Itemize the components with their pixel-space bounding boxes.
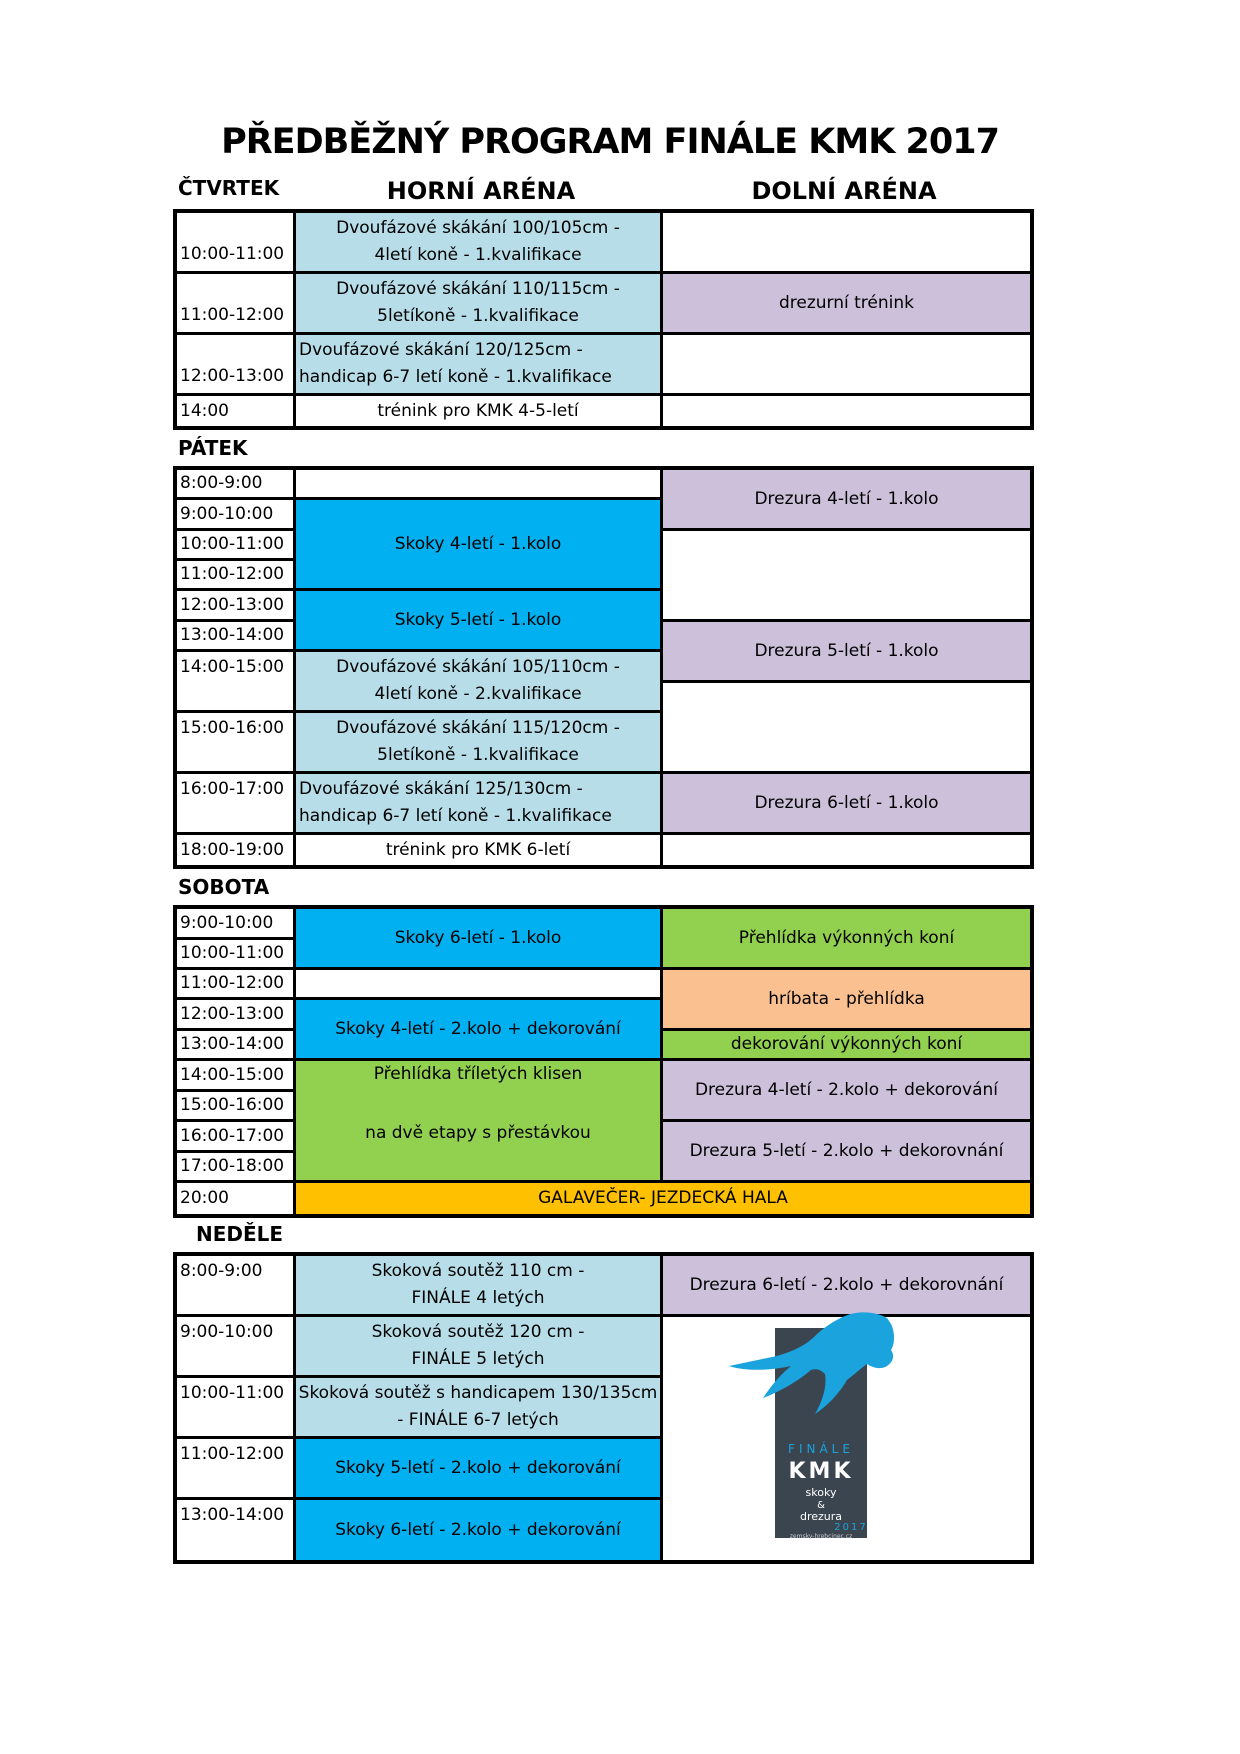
empty-cell	[663, 335, 1030, 396]
empty-cell	[663, 531, 1030, 622]
event-cell: Skoková soutěž 110 cm - FINÁLE 4 letých	[296, 1256, 663, 1317]
event-cell: Drezura 4-letí - 2.kolo + dekorování	[663, 1061, 1030, 1122]
time-cell: 10:00-11:00	[177, 213, 296, 274]
time-cell: 13:00-14:00	[177, 1500, 296, 1560]
event-cell: Skoky 5-letí - 2.kolo + dekorování	[296, 1439, 663, 1500]
empty-cell	[663, 213, 1030, 274]
finale-kmk-logo	[727, 1308, 902, 1543]
time-cell: 15:00-16:00	[177, 713, 296, 774]
time-cell: 16:00-17:00	[177, 1122, 296, 1153]
day-label-sunday: NEDĚLE	[196, 1222, 284, 1246]
event-cell: Skoky 4-letí - 1.kolo	[296, 500, 663, 591]
event-cell: drezurní trénink	[663, 274, 1030, 335]
event-cell: Skoky 4-letí - 2.kolo + dekorování	[296, 1000, 663, 1061]
event-cell: Skoky 6-letí - 2.kolo + dekorování	[296, 1500, 663, 1560]
time-cell: 10:00-11:00	[177, 1378, 296, 1439]
saturday-schedule-table	[173, 905, 1034, 1218]
event-cell: hríbata - přehlídka	[663, 970, 1030, 1031]
empty-cell	[663, 683, 1030, 774]
event-cell-group	[296, 1061, 663, 1183]
event-cell: Drezura 6-letí - 1.kolo	[663, 774, 1030, 835]
event-cell: Skoková soutěž 120 cm - FINÁLE 5 letých	[296, 1317, 663, 1378]
day-label-saturday: SOBOTA	[178, 875, 270, 899]
time-cell: 13:00-14:00	[177, 1031, 296, 1061]
time-cell: 9:00-10:00	[177, 500, 296, 531]
event-cell: Dvoufázové skákání 105/110cm - 4letí koně - 2.kvalifikace	[296, 652, 663, 713]
time-cell: 11:00-12:00	[177, 274, 296, 335]
day-label-friday: PÁTEK	[178, 436, 248, 460]
event-cell: Skoková soutěž s handicapem 130/135cm - FINÁLE 6-7 letých	[296, 1378, 663, 1439]
page-title: PŘEDBĚŽNÝ PROGRAM FINÁLE KMK 2017	[221, 122, 999, 162]
time-cell: 18:00-19:00	[177, 835, 296, 865]
time-cell: 8:00-9:00	[177, 470, 296, 500]
event-text: na dvě etapy s přestávkou	[365, 1123, 591, 1143]
logo-line4: &	[817, 1500, 825, 1511]
upper-arena-heading: HORNÍ ARÉNA	[386, 177, 576, 205]
time-cell: 14:00-15:00	[177, 1061, 296, 1092]
logo-line6: 2017	[834, 1522, 868, 1533]
logo-line5: drezura	[799, 1510, 843, 1523]
event-cell: Dvoufázové skákání 110/115cm - 5letíkoně - 1.kvalifikace	[296, 274, 663, 335]
time-cell: 17:00-18:00	[177, 1153, 296, 1183]
day-label-thursday: ČTVRTEK	[178, 176, 280, 200]
event-cell: Drezura 4-letí - 1.kolo	[663, 470, 1030, 531]
event-cell: trénink pro KMK 4-5-letí	[296, 396, 663, 426]
event-cell: dekorování výkonných koní	[663, 1031, 1030, 1061]
empty-cell	[296, 470, 663, 500]
empty-cell	[663, 835, 1030, 865]
time-cell: 10:00-11:00	[177, 531, 296, 561]
event-cell: Dvoufázové skákání 100/105cm - 4letí koně - 1.kvalifikace	[296, 213, 663, 274]
time-cell: 11:00-12:00	[177, 970, 296, 1000]
time-cell: 15:00-16:00	[177, 1092, 296, 1122]
logo-line7: zemsky-hrebcinec.cz	[789, 1533, 853, 1540]
time-cell: 9:00-10:00	[177, 909, 296, 940]
time-cell: 9:00-10:00	[177, 1317, 296, 1378]
logo-line2: KMK	[788, 1459, 854, 1484]
event-cell: Drezura 5-letí - 1.kolo	[663, 622, 1030, 683]
time-cell: 12:00-13:00	[177, 335, 296, 396]
time-cell: 11:00-12:00	[177, 561, 296, 591]
time-cell: 12:00-13:00	[177, 1000, 296, 1031]
time-cell: 10:00-11:00	[177, 940, 296, 970]
event-cell: Skoky 5-letí - 1.kolo	[296, 591, 663, 652]
lower-arena-heading: DOLNÍ ARÉNA	[751, 177, 937, 205]
friday-schedule-table	[173, 466, 1034, 869]
time-cell: 14:00-15:00	[177, 652, 296, 713]
event-cell: Dvoufázové skákání 115/120cm - 5letíkoně - 1.kvalifikace	[296, 713, 663, 774]
time-cell: 8:00-9:00	[177, 1256, 296, 1317]
time-cell: 13:00-14:00	[177, 622, 296, 652]
empty-cell	[663, 396, 1030, 426]
time-cell: 12:00-13:00	[177, 591, 296, 622]
event-cell: Dvoufázové skákání 125/130cm - handicap 6-7 letí koně - 1.kvalifikace	[296, 774, 663, 835]
logo-line3: skoky	[805, 1486, 837, 1499]
event-cell: trénink pro KMK 6-letí	[296, 835, 663, 865]
time-cell: 16:00-17:00	[177, 774, 296, 835]
sunday-schedule-table	[173, 1252, 1034, 1564]
event-cell: Drezura 5-letí - 2.kolo + dekorovnání	[663, 1122, 1030, 1183]
gala-evening-cell: GALAVEČER- JEZDECKÁ HALA	[296, 1183, 1030, 1214]
time-cell: 20:00	[177, 1183, 296, 1214]
event-cell: Skoky 6-letí - 1.kolo	[296, 909, 663, 970]
time-cell: 14:00	[177, 396, 296, 426]
event-cell: Dvoufázové skákání 120/125cm - handicap 6-7 letí koně - 1.kvalifikace	[296, 335, 663, 396]
thursday-schedule-table	[173, 209, 1034, 430]
event-cell: Drezura 6-letí - 2.kolo + dekorovnání	[663, 1256, 1030, 1317]
logo-line1: FINÁLE	[788, 1442, 854, 1456]
event-cell: Přehlídka výkonných koní	[663, 909, 1030, 970]
empty-cell	[296, 970, 663, 1000]
event-text: Přehlídka tříletých klisen	[373, 1064, 583, 1084]
time-cell: 11:00-12:00	[177, 1439, 296, 1500]
